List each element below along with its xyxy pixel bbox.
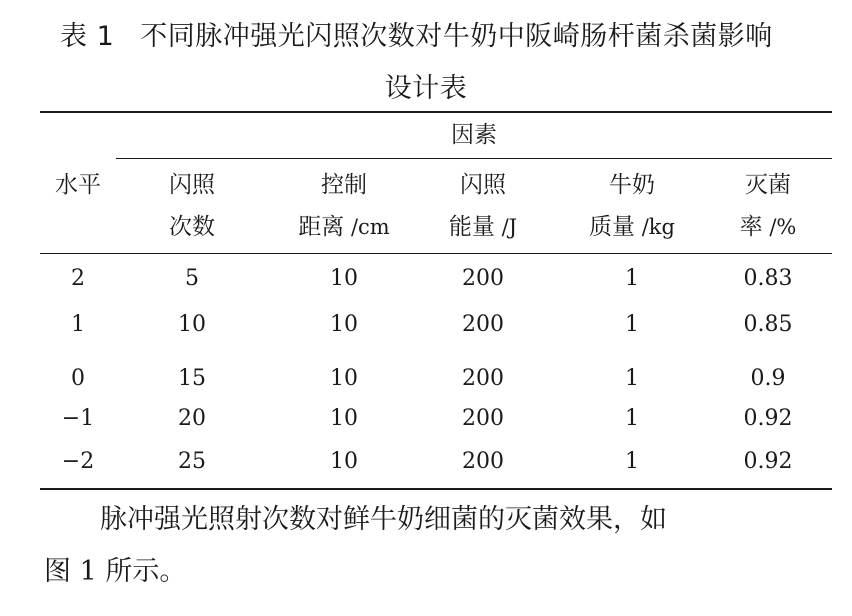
column-header-5-name: 率 [739, 214, 763, 240]
row-level: −2 [61, 449, 95, 474]
factor-header: 因素 [451, 122, 497, 148]
header-rule [40, 253, 832, 254]
table-cell: 1 [625, 312, 639, 337]
column-header-1-line2 [169, 214, 215, 240]
bottom-rule [40, 488, 832, 490]
table-cell: 200 [462, 366, 504, 391]
table-title [60, 14, 773, 53]
column-header-4-line2 [589, 214, 675, 240]
table-cell: 10 [330, 366, 358, 391]
table-cell: 200 [462, 406, 504, 431]
table-cell: 200 [462, 312, 504, 337]
column-header-5-unit: /% [762, 215, 797, 239]
column-header-1-name: 次数 [169, 214, 215, 240]
level-header: 水平 [55, 172, 101, 198]
top-rule [40, 111, 832, 113]
factor-rule [116, 158, 832, 159]
table-cell: 10 [330, 312, 358, 337]
column-header-2-name: 距离 [298, 214, 345, 240]
table-cell: 0.92 [743, 406, 793, 431]
column-header-5-line2 [740, 214, 797, 240]
paragraph [44, 494, 834, 598]
table-cell: 20 [178, 406, 206, 431]
column-header-3-line2 [449, 214, 517, 240]
column-header-3-name: 能量 [448, 214, 495, 240]
table-cell: 10 [178, 312, 206, 337]
table-cell: 1 [625, 366, 639, 391]
table-cell: 1 [625, 406, 639, 431]
column-header-2-unit: /cm [344, 215, 390, 239]
table-cell: 200 [462, 266, 504, 291]
table-cell: 0.92 [743, 449, 793, 474]
table-cell: 10 [330, 266, 358, 291]
table-cell: 200 [462, 449, 504, 474]
table-cell: 5 [185, 266, 199, 291]
column-header-4-name: 质量 [589, 214, 636, 240]
table-title-text: 不同脉冲强光闪照次数对牛奶中阪崎肠杆菌杀菌影响 [140, 21, 773, 52]
table-number: 表 1 [60, 21, 115, 52]
column-header-3-line1: 闪照 [460, 172, 506, 198]
row-level: 1 [71, 312, 85, 337]
row-level: 0 [71, 366, 85, 391]
table-title-line2: 设计表 [384, 73, 468, 104]
column-header-2-line2 [298, 214, 389, 240]
table-cell: 1 [625, 449, 639, 474]
column-header-4-unit: /kg [635, 215, 675, 239]
table-cell: 15 [178, 366, 206, 391]
column-header-4-line1: 牛奶 [609, 172, 655, 198]
paragraph-line1: 脉冲强光照射次数对鲜牛奶细菌的灭菌效果，如 [100, 504, 667, 535]
table-cell: 10 [330, 406, 358, 431]
column-header-1-line1: 闪照 [169, 172, 215, 198]
paragraph-line2: 图 1 所示。 [44, 556, 187, 587]
table-cell: 25 [178, 449, 206, 474]
row-level: 2 [71, 266, 85, 291]
row-level: −1 [61, 406, 95, 431]
table-cell: 0.83 [743, 266, 793, 291]
column-header-5-line1: 灭菌 [745, 172, 791, 198]
table-cell: 1 [625, 266, 639, 291]
table-cell: 0.9 [750, 366, 786, 391]
table-cell: 0.85 [743, 312, 793, 337]
column-header-3-unit: /J [494, 215, 518, 239]
column-header-2-line1: 控制 [321, 172, 367, 198]
table-cell: 10 [330, 449, 358, 474]
